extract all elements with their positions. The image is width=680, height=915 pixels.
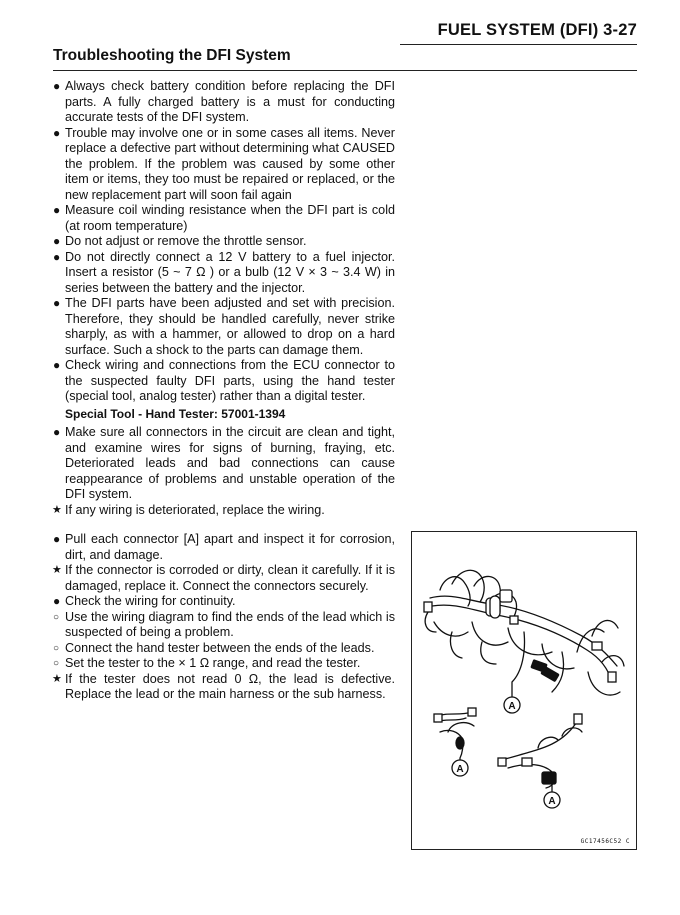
- sub-harness-right: [502, 720, 578, 760]
- bullet-icon: ●: [53, 532, 61, 546]
- star-icon: ★: [52, 564, 62, 576]
- list-item: ○ Use the wiring diagram to find the ends of the lead which is suspected of being a problem.: [53, 609, 395, 639]
- troubleshooting-list: [53, 79, 395, 518]
- list-item: ● Do not directly connect a 12 V battery to a fuel injector. Insert a resistor (5 ~ 7 Ω ) or a bulb (12 V × 3 ~ 3.4 W) in series between the battery and the injector.: [53, 249, 395, 295]
- section-title: Troubleshooting the DFI System: [53, 47, 291, 64]
- list-item: ● Pull each connector [A] apart and inspect it for corrosion, dirt, and damage.: [53, 532, 395, 562]
- list-item: ● Trouble may involve one or in some cases all items. Never replace a defective part without determining what CAUSED the problem. If the problem was caused by some other item or items, they too must be repaired or replaced, or the new replacement part will soon fail again: [53, 125, 395, 202]
- bullet-icon: ●: [53, 249, 61, 264]
- bullet-icon: ●: [53, 125, 61, 140]
- wiring-harness-figure: [411, 531, 637, 850]
- callout-label: A: [508, 701, 516, 712]
- header-rule: [400, 44, 637, 45]
- wiring-harness-illustration: [412, 532, 636, 849]
- list-item: ● Do not adjust or remove the throttle sensor.: [53, 234, 307, 248]
- list-item: ★ If the connector is corroded or dirty, clean it carefully. If it is damaged, replace it. Connect the connectors securely.: [52, 563, 395, 593]
- circle-icon: ○: [53, 642, 60, 654]
- list-item: ★ If any wiring is deteriorated, replace the wiring.: [52, 502, 325, 517]
- bullet-icon: ●: [53, 594, 61, 608]
- section-rule: [53, 70, 637, 71]
- figure-code: GC17456C52 C: [580, 838, 630, 845]
- bullet-icon: ●: [53, 203, 61, 217]
- bullet-icon: ●: [53, 296, 61, 310]
- bullet-icon: ●: [53, 79, 61, 93]
- list-item: ● Check the wiring for continuity.: [53, 594, 236, 608]
- callout-label: A: [456, 764, 464, 775]
- list-item: ● Measure coil winding resistance when the DFI part is cold (at room temperature): [53, 203, 395, 233]
- list-item: ○ Connect the hand tester between the ends of the leads.: [53, 640, 375, 655]
- circle-icon: ○: [53, 658, 60, 669]
- bullet-icon: ●: [53, 358, 61, 372]
- star-icon: ★: [52, 503, 62, 516]
- list-item: ○ Set the tester to the × 1 Ω range, and read the tester.: [53, 656, 361, 670]
- list-item: ● The DFI parts have been adjusted and set with precision. Therefore, they should be handled carefully, never strike sharply, as with a hammer, or allowed to drop on a hard surface. Such a shock to the parts can damage them.: [53, 296, 395, 357]
- circle-icon: ○: [53, 611, 60, 623]
- list-item: ● Check wiring and connections from the ECU connector to the suspected faulty DFI parts, using the hand tester (special tool, analog tester) rather than a digital tester.: [53, 358, 395, 403]
- bullet-icon: ●: [53, 425, 61, 439]
- callout-label: A: [548, 796, 556, 807]
- star-icon: ★: [52, 672, 62, 685]
- list-item: ★ If the tester does not read 0 Ω, the lead is defective. Replace the lead or the main harness or the sub harness.: [52, 671, 395, 701]
- bullet-icon: ●: [53, 234, 61, 248]
- main-harness-trunk-2: [432, 605, 612, 682]
- page-header-title: FUEL SYSTEM (DFI) 3-27: [437, 21, 637, 39]
- connector-inspection-list: [53, 532, 395, 703]
- list-item: ● Always check battery condition before replacing the DFI parts. A fully charged battery is a must for conducting accurate tests of the DFI system.: [53, 79, 395, 124]
- list-item: ● Make sure all connectors in the circuit are clean and tight, and examine wires for signs of burning, fraying, etc. Deteriorated leads and bad connections can cause reappearance of problems and unstable operation of the DFI system.: [53, 425, 395, 501]
- special-tool-line: Special Tool - Hand Tester: 57001-1394: [65, 406, 286, 421]
